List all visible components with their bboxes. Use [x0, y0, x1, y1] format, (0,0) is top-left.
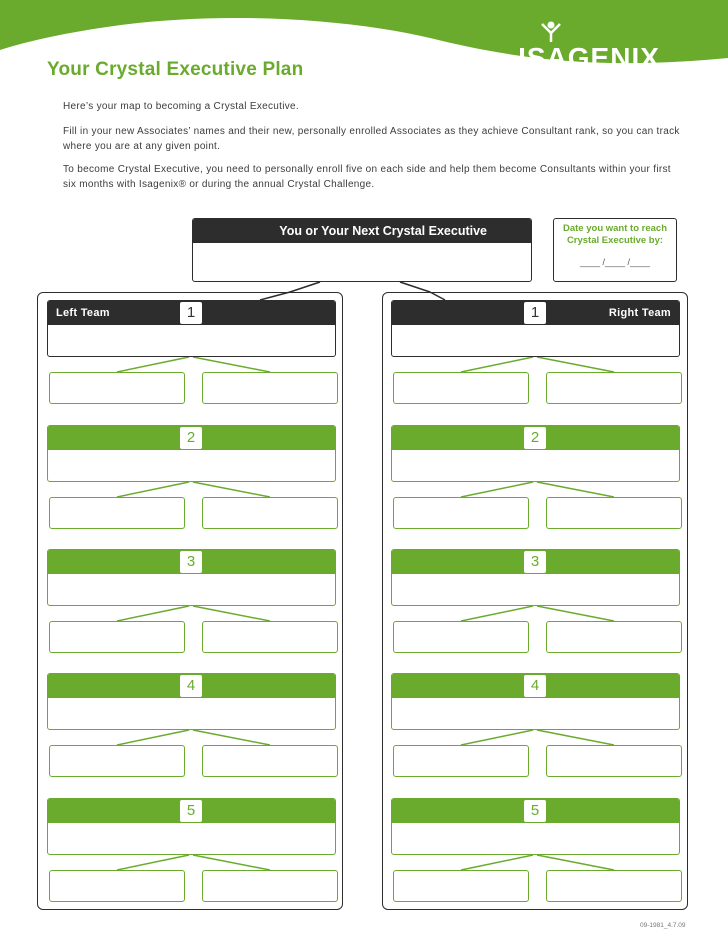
left-team-tier-1: [47, 300, 336, 357]
left-team-tier-2: [47, 425, 336, 482]
intro-paragraph-1: Here’s your map to becoming a Crystal Executive.: [63, 101, 299, 112]
left-associate-name-field[interactable]: [48, 698, 335, 729]
left-team-tier-5: [47, 798, 336, 855]
left-enrollee-field-a[interactable]: [49, 621, 185, 653]
connector-line: [400, 282, 430, 292]
right-team-tier-2: [391, 425, 680, 482]
left-associate-name-field[interactable]: [48, 325, 335, 356]
left-tier-bar: [48, 799, 335, 823]
right-enrollee-field-a[interactable]: [393, 497, 529, 529]
right-associate-name-field[interactable]: [392, 574, 679, 605]
left-tier-bar: [48, 674, 335, 698]
tier-number-badge: 3: [524, 551, 546, 573]
crystal-executive-title: You or Your Next Crystal Executive: [193, 219, 531, 243]
left-team-tier-3: [47, 549, 336, 606]
intro-paragraph-3: To become Crystal Executive, you need to personally enroll five on each side and help them become Consultants within your first six months with Isagenix® or during the annual Crystal Challenge.: [63, 164, 671, 190]
left-enrollee-field-b[interactable]: [202, 745, 338, 777]
left-tier-bar: [48, 301, 335, 325]
right-tier-bar: [392, 674, 679, 698]
left-associate-name-field[interactable]: [48, 574, 335, 605]
right-enrollee-field-a[interactable]: [393, 621, 529, 653]
left-enrollee-field-a[interactable]: [49, 497, 185, 529]
isagenix-logo: [514, 20, 664, 82]
right-tier-bar: [392, 550, 679, 574]
right-enrollee-field-b[interactable]: [546, 497, 682, 529]
left-team-tier-4: [47, 673, 336, 730]
right-enrollee-field-b[interactable]: [546, 621, 682, 653]
right-associate-name-field[interactable]: [392, 325, 679, 356]
right-tier-bar: [392, 301, 679, 325]
right-enrollee-field-b[interactable]: [546, 745, 682, 777]
right-team-label: Right Team: [608, 307, 671, 319]
tier-number-badge: 4: [524, 675, 546, 697]
logo-wordmark: ISAGENIX: [518, 42, 660, 73]
tier-number-badge: 1: [180, 302, 202, 324]
tier-number-badge: 5: [524, 800, 546, 822]
left-tier-bar: [48, 426, 335, 450]
right-associate-name-field[interactable]: [392, 823, 679, 854]
crystal-executive-box: [192, 218, 532, 282]
left-enrollee-field-b[interactable]: [202, 372, 338, 404]
right-tier-bar: [392, 799, 679, 823]
target-date-label: Date you want to reach Crystal Executive by:: [563, 223, 667, 246]
right-team-tier-5: [391, 798, 680, 855]
tier-number-badge: 2: [180, 427, 202, 449]
target-date-field[interactable]: ____ /____ /____: [579, 257, 651, 267]
crystal-executive-name-field[interactable]: [193, 243, 531, 281]
page-title: Your Crystal Executive Plan: [47, 59, 304, 80]
right-associate-name-field[interactable]: [392, 698, 679, 729]
right-enrollee-field-b[interactable]: [546, 372, 682, 404]
right-enrollee-field-a[interactable]: [393, 745, 529, 777]
tier-number-badge: 1: [524, 302, 546, 324]
left-enrollee-field-a[interactable]: [49, 372, 185, 404]
target-date-box: [553, 218, 677, 282]
intro-paragraph-2: Fill in your new Associates’ names and their new, personally enrolled Associates as they achieve Consultant rank, so you can track where you are at any given point.: [63, 126, 680, 152]
right-enrollee-field-a[interactable]: [393, 372, 529, 404]
figure-icon: [514, 20, 664, 44]
left-associate-name-field[interactable]: [48, 823, 335, 854]
right-tier-bar: [392, 426, 679, 450]
left-enrollee-field-b[interactable]: [202, 870, 338, 902]
tier-number-badge: 4: [180, 675, 202, 697]
right-team-tier-3: [391, 549, 680, 606]
left-enrollee-field-b[interactable]: [202, 621, 338, 653]
logo-tagline: World Leader in Nutritional Cleansing®: [524, 72, 654, 81]
left-associate-name-field[interactable]: [48, 450, 335, 481]
left-tier-bar: [48, 550, 335, 574]
left-enrollee-field-b[interactable]: [202, 497, 338, 529]
left-enrollee-field-a[interactable]: [49, 745, 185, 777]
connector-line: [290, 282, 320, 292]
right-associate-name-field[interactable]: [392, 450, 679, 481]
right-team-tier-1: [391, 300, 680, 357]
tier-number-badge: 2: [524, 427, 546, 449]
form-code: 09-1981_4.7.09: [640, 922, 686, 929]
tier-number-badge: 3: [180, 551, 202, 573]
tier-number-badge: 5: [180, 800, 202, 822]
left-enrollee-field-a[interactable]: [49, 870, 185, 902]
right-enrollee-field-b[interactable]: [546, 870, 682, 902]
right-team-tier-4: [391, 673, 680, 730]
left-team-label: Left Team: [56, 307, 110, 319]
right-enrollee-field-a[interactable]: [393, 870, 529, 902]
